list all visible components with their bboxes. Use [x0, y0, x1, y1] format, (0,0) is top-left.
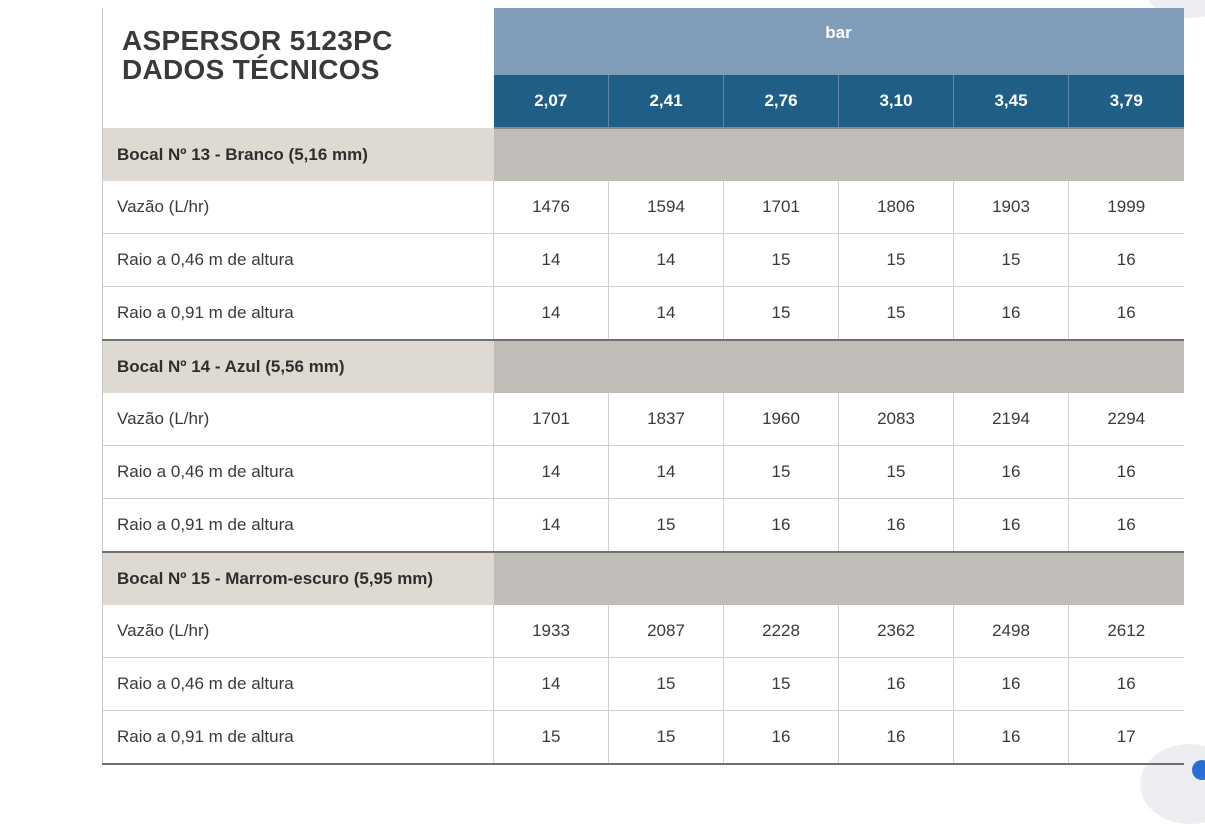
nozzle-section-label: Bocal Nº 14 - Azul (5,56 mm) — [103, 340, 494, 393]
value-cell: 15 — [954, 234, 1069, 287]
value-cell: 14 — [609, 234, 724, 287]
nozzle-section-fill — [494, 552, 1184, 605]
value-cell: 16 — [1069, 658, 1184, 711]
value-cell: 16 — [839, 658, 954, 711]
value-cell: 16 — [954, 499, 1069, 553]
nozzle-section-fill — [494, 340, 1184, 393]
table-row — [103, 711, 1184, 765]
value-cell: 2498 — [954, 605, 1069, 658]
value-cell: 16 — [954, 658, 1069, 711]
table-row — [103, 234, 1184, 287]
pressure-header-cell: 3,10 — [839, 75, 954, 128]
pressure-header-cell: 3,79 — [1069, 75, 1184, 128]
value-cell: 14 — [609, 287, 724, 341]
value-cell: 15 — [839, 446, 954, 499]
value-cell: 15 — [724, 658, 839, 711]
pressure-unit-header: bar — [494, 8, 1184, 75]
value-cell: 2087 — [609, 605, 724, 658]
value-cell: 1903 — [954, 181, 1069, 234]
value-cell: 16 — [724, 711, 839, 765]
value-cell: 15 — [724, 287, 839, 341]
value-cell: 2194 — [954, 393, 1069, 446]
value-cell: 14 — [609, 446, 724, 499]
value-cell: 16 — [1069, 499, 1184, 553]
value-cell: 1933 — [494, 605, 609, 658]
pressure-header-cell: 2,07 — [494, 75, 609, 128]
value-cell: 2228 — [724, 605, 839, 658]
value-cell: 1960 — [724, 393, 839, 446]
table-row — [103, 393, 1184, 446]
row-label: Raio a 0,91 m de altura — [103, 287, 494, 341]
value-cell: 15 — [724, 446, 839, 499]
value-cell: 17 — [1069, 711, 1184, 765]
value-cell: 14 — [494, 499, 609, 553]
value-cell: 14 — [494, 446, 609, 499]
row-label: Raio a 0,46 m de altura — [103, 234, 494, 287]
value-cell: 15 — [724, 234, 839, 287]
value-cell: 16 — [839, 499, 954, 553]
value-cell: 14 — [494, 658, 609, 711]
specs-table-body — [103, 128, 1184, 764]
pressure-header-cell: 3,45 — [954, 75, 1069, 128]
value-cell: 16 — [724, 499, 839, 553]
row-label: Raio a 0,46 m de altura — [103, 658, 494, 711]
value-cell: 14 — [494, 234, 609, 287]
value-cell: 15 — [609, 658, 724, 711]
row-label: Raio a 0,91 m de altura — [103, 499, 494, 553]
row-label: Vazão (L/hr) — [103, 181, 494, 234]
value-cell: 16 — [1069, 287, 1184, 341]
row-label: Raio a 0,46 m de altura — [103, 446, 494, 499]
value-cell: 16 — [954, 446, 1069, 499]
value-cell: 16 — [954, 287, 1069, 341]
table-row — [103, 658, 1184, 711]
value-cell: 15 — [609, 711, 724, 765]
value-cell: 15 — [494, 711, 609, 765]
table-row — [103, 605, 1184, 658]
value-cell: 2362 — [839, 605, 954, 658]
value-cell: 2612 — [1069, 605, 1184, 658]
value-cell: 2083 — [839, 393, 954, 446]
scroll-to-top-button[interactable] — [1192, 760, 1205, 780]
value-cell: 16 — [839, 711, 954, 765]
value-cell: 1476 — [494, 181, 609, 234]
table-title — [103, 8, 494, 128]
value-cell: 16 — [1069, 446, 1184, 499]
table-row — [103, 181, 1184, 234]
table-row — [103, 499, 1184, 553]
nozzle-section-row — [103, 552, 1184, 605]
row-label: Vazão (L/hr) — [103, 393, 494, 446]
title-line-1: ASPERSOR 5123PC — [122, 25, 393, 56]
value-cell: 1837 — [609, 393, 724, 446]
table-row — [103, 287, 1184, 341]
nozzle-section-row — [103, 128, 1184, 181]
nozzle-section-row — [103, 340, 1184, 393]
pressure-header-cell: 2,76 — [724, 75, 839, 128]
value-cell: 1594 — [609, 181, 724, 234]
value-cell: 1701 — [724, 181, 839, 234]
value-cell: 15 — [839, 287, 954, 341]
specs-table — [102, 8, 1184, 765]
nozzle-section-label: Bocal Nº 15 - Marrom-escuro (5,95 mm) — [103, 552, 494, 605]
value-cell: 1999 — [1069, 181, 1184, 234]
value-cell: 16 — [1069, 234, 1184, 287]
title-line-2: DADOS TÉCNICOS — [122, 54, 380, 85]
value-cell: 15 — [839, 234, 954, 287]
value-cell: 1701 — [494, 393, 609, 446]
value-cell: 1806 — [839, 181, 954, 234]
nozzle-section-label: Bocal Nº 13 - Branco (5,16 mm) — [103, 128, 494, 181]
row-label: Vazão (L/hr) — [103, 605, 494, 658]
value-cell: 16 — [954, 711, 1069, 765]
row-label: Raio a 0,91 m de altura — [103, 711, 494, 765]
nozzle-section-fill — [494, 128, 1184, 181]
value-cell: 2294 — [1069, 393, 1184, 446]
pressure-header-cell: 2,41 — [609, 75, 724, 128]
value-cell: 14 — [494, 287, 609, 341]
table-row — [103, 446, 1184, 499]
value-cell: 15 — [609, 499, 724, 553]
